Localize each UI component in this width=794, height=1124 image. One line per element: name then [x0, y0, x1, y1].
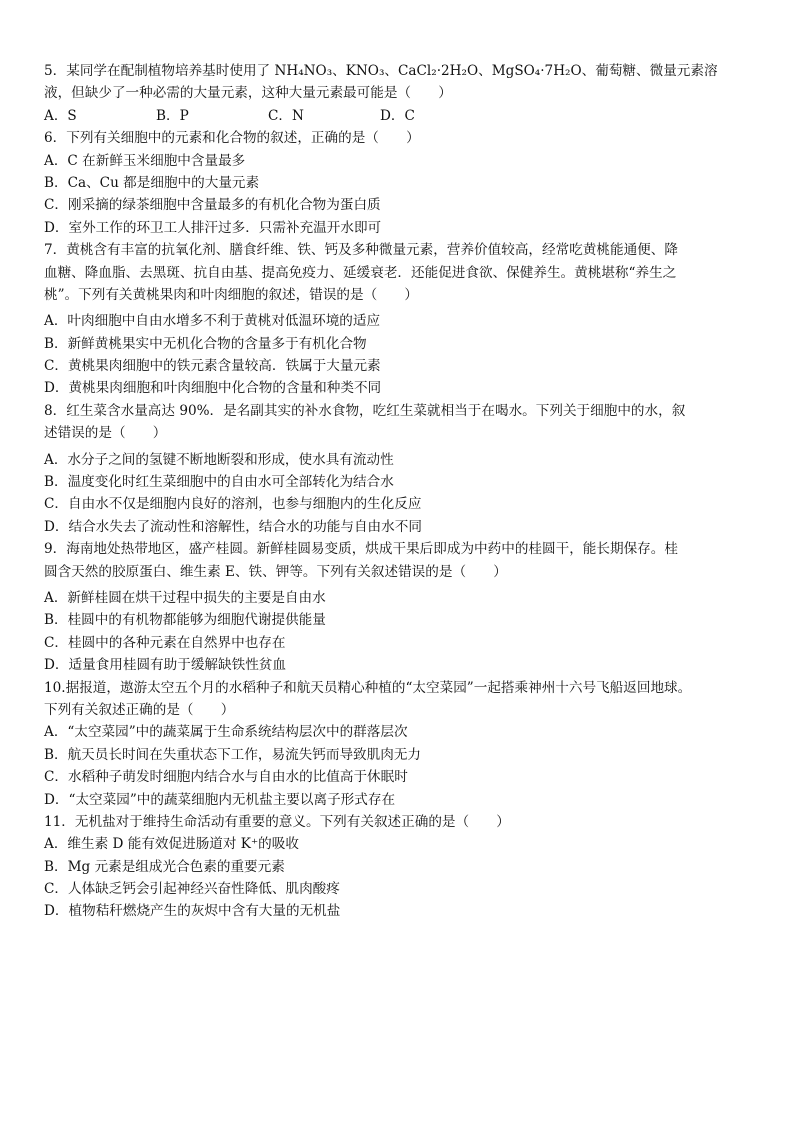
option-d: D．适量食用桂圆有助于缓解缺铁性贫血 [44, 657, 286, 674]
question-6 [44, 127, 756, 239]
option-d: D．黄桃果肉细胞和叶肉细胞中化合物的含量和种类不同 [44, 380, 382, 397]
option-b: B．P [156, 107, 189, 124]
question-stem-line: 述错误的是（ ） [44, 425, 167, 442]
option-c: C．自由水不仅是细胞内良好的溶剂，也参与细胞内的生化反应 [44, 496, 422, 513]
options-row [44, 105, 756, 127]
question-stem-line: 6．下列有关细胞中的元素和化合物的叙述，正确的是（ ） [44, 130, 420, 147]
option-c: C．桂圆中的各种元素在自然界中也存在 [44, 634, 286, 651]
question-stem-line: 血糖、降血脂、去黑斑、抗自由基、提高免疫力、延缓衰老．还能促进食欲、保健养生。黄桃堪称“养生之 [44, 264, 677, 281]
option-c: C．人体缺乏钙会引起神经兴奋性降低、肌肉酸疼 [44, 881, 340, 898]
option-c: C．水稻种子萌发时细胞内结合水与自由水的比值高于休眠时 [44, 769, 408, 786]
question-stem-line: 11．无机盐对于维持生命活动有重要的意义。下列有关叙述正确的是（ ） [44, 813, 510, 830]
option-d: D．结合水失去了流动性和溶解性，结合水的功能与自由水不同 [44, 518, 422, 535]
question-stem-line: 下列有关叙述正确的是（ ） [44, 701, 235, 718]
question-stem-line: 圆含天然的胶原蛋白、维生素 E、铁、钾等。下列有关叙述错误的是（ ） [44, 563, 507, 580]
option-c: C．黄桃果肉细胞中的铁元素含量较高．铁属于大量元素 [44, 358, 381, 375]
option-b: B．航天员长时间在失重状态下工作，易流失钙而导致肌肉无力 [44, 746, 422, 763]
question-7 [44, 239, 756, 400]
option-a: A．叶肉细胞中自由水增多不利于黄桃对低温环境的适应 [44, 313, 381, 330]
option-b: B．温度变化时红生菜细胞中的自由水可全部转化为结合水 [44, 474, 394, 491]
question-stem-line: 8．红生菜含水量高达 90%．是名副其实的补水食物，吃红生菜就相当于在喝水。下列关于细胞中的水，叙 [44, 402, 686, 419]
option-b: B．桂圆中的有机物都能够为细胞代谢提供能量 [44, 612, 326, 629]
option-a: A．C 在新鲜玉米细胞中含量最多 [44, 152, 246, 169]
question-11 [44, 811, 756, 923]
option-d: D．室外工作的环卫工人排汗过多．只需补充温开水即可 [44, 219, 382, 236]
question-stem-line: 9．海南地处热带地区，盛产桂圆。新鲜桂圆易变质，烘成干果后即成为中药中的桂圆干，能长期保存。桂 [44, 541, 678, 558]
question-8 [44, 400, 756, 538]
question-stem-line: 桃”。下列有关黄桃果肉和叶肉细胞的叙述，错误的是（ ） [44, 286, 418, 303]
option-d: D．C [380, 107, 415, 124]
question-9 [44, 538, 756, 676]
option-a: A．S [44, 107, 77, 124]
question-10 [44, 677, 756, 811]
question-stem-line: 10.据报道，遨游太空五个月的水稻种子和航天员精心种植的“太空菜园”一起搭乘神州十六号飞船返回地球。 [44, 679, 692, 696]
option-b: B．Ca、Cu 都是细胞中的大量元素 [44, 174, 260, 191]
option-b: B．Mg 元素是组成光合色素的重要元素 [44, 858, 285, 875]
option-a: A．新鲜桂圆在烘干过程中损失的主要是自由水 [44, 589, 326, 606]
question-list [44, 60, 756, 923]
question-stem-line: 5．某同学在配制植物培养基时使用了 NH₄NO₃、KNO₃、CaCl₂·2H₂O、MgSO₄·7H₂O、葡萄糖、微量元素溶 [44, 63, 718, 79]
question-stem-line: 7．黄桃含有丰富的抗氧化剂、膳食纤维、铁、钙及多种微量元素，营养价值较高，经常吃黄桃能通便、降 [44, 242, 678, 259]
option-d: D．植物秸秆燃烧产生的灰烬中含有大量的无机盐 [44, 903, 341, 920]
option-b: B．新鲜黄桃果实中无机化合物的含量多于有机化合物 [44, 335, 367, 352]
option-d: D．“太空菜园”中的蔬菜细胞内无机盐主要以离子形式存在 [44, 791, 396, 808]
option-a: A．“太空菜园”中的蔬菜属于生命系统结构层次中的群落层次 [44, 724, 408, 741]
option-c: C．刚采摘的绿茶细胞中含量最多的有机化合物为蛋白质 [44, 197, 381, 214]
option-c: C．N [268, 107, 304, 124]
option-a: A．水分子之间的氢键不断地断裂和形成，使水具有流动性 [44, 451, 394, 468]
option-a: A．维生素 D 能有效促进肠道对 K⁺的吸收 [44, 836, 299, 853]
question-stem-line: 液，但缺少了一种必需的大量元素，这种大量元素最可能是（ ） [44, 85, 452, 102]
question-5 [44, 60, 756, 127]
